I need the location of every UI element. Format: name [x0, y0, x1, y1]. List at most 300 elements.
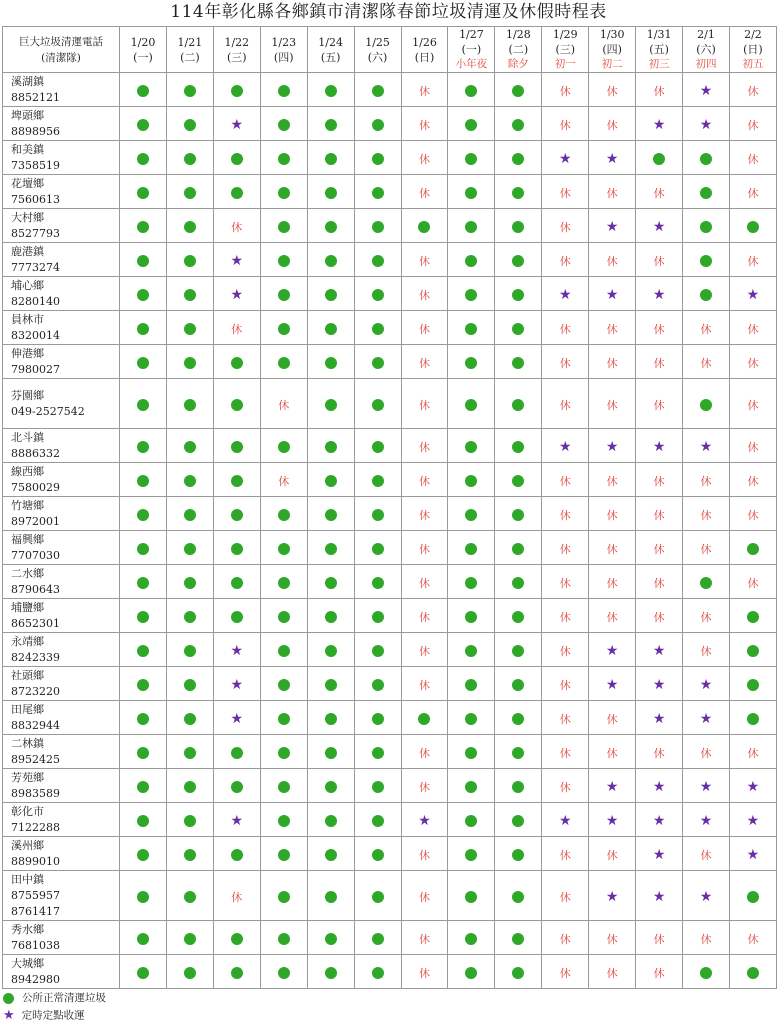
status-cell-collect [260, 955, 307, 989]
green-dot-icon [184, 221, 196, 233]
status-cell-collect [120, 667, 167, 701]
phone-number: 8527793 [11, 226, 60, 240]
rest-label: 休 [653, 85, 665, 98]
status-cell-rest [401, 497, 448, 531]
header-row [3, 27, 777, 73]
rest-label: 休 [747, 475, 759, 488]
status-cell-rest [401, 667, 448, 701]
green-dot-icon [512, 119, 524, 131]
rest-label: 休 [747, 357, 759, 370]
green-dot-icon [372, 153, 384, 165]
status-cell-scheduled [636, 667, 683, 701]
green-dot-icon [747, 611, 759, 623]
status-cell-collect [120, 921, 167, 955]
status-cell-collect [260, 633, 307, 667]
status-cell-collect [120, 769, 167, 803]
rest-label: 休 [559, 399, 571, 412]
green-dot-icon [231, 611, 243, 623]
green-dot-icon [465, 577, 477, 589]
rest-label: 休 [559, 967, 571, 980]
green-dot-icon [184, 747, 196, 759]
status-cell-collect [166, 379, 213, 429]
green-dot-icon [137, 85, 149, 97]
status-cell-collect [307, 311, 354, 345]
holiday-note: 小年夜 [455, 58, 488, 70]
township-name: 和美鎮 [11, 142, 44, 156]
date-header [401, 27, 448, 73]
rest-label: 休 [606, 611, 618, 624]
green-dot-icon [184, 933, 196, 945]
status-cell-collect [260, 107, 307, 141]
status-cell-scheduled [683, 429, 730, 463]
status-cell-collect [495, 803, 542, 837]
purple-star-icon: ★ [418, 813, 431, 829]
green-dot-icon [512, 967, 524, 979]
rest-label: 休 [606, 119, 618, 132]
purple-star-icon: ★ [652, 889, 666, 905]
status-cell-collect [307, 463, 354, 497]
status-cell-collect [448, 107, 495, 141]
status-cell-collect [448, 141, 495, 175]
status-cell-rest [636, 463, 683, 497]
township-name: 田尾鄉 [11, 702, 44, 716]
weekday-label: (二) [508, 43, 529, 56]
rest-label: 休 [418, 289, 430, 302]
phone-number: 8832944 [11, 718, 60, 732]
purple-star-icon: ★ [605, 219, 619, 235]
status-cell-collect [307, 209, 354, 243]
table-row [3, 667, 777, 701]
status-cell-collect [213, 73, 260, 107]
status-cell-collect [307, 803, 354, 837]
status-cell-rest [636, 379, 683, 429]
green-dot-icon [325, 85, 337, 97]
green-dot-icon [512, 713, 524, 725]
green-dot-icon [465, 153, 477, 165]
green-dot-icon [512, 221, 524, 233]
purple-star-icon: ★ [652, 117, 666, 133]
purple-star-icon: ★ [699, 83, 713, 99]
purple-star-icon: ★ [746, 287, 760, 303]
green-dot-icon [184, 849, 196, 861]
status-cell-collect [120, 599, 167, 633]
township-name: 福興鄉 [11, 532, 44, 546]
status-cell-collect [495, 107, 542, 141]
table-row [3, 565, 777, 599]
date-label: 1/25 [365, 35, 390, 49]
status-cell-rest [401, 769, 448, 803]
green-dot-icon [465, 399, 477, 411]
rest-label: 休 [418, 611, 430, 624]
status-cell-collect [495, 243, 542, 277]
status-cell-collect [495, 599, 542, 633]
status-cell-collect [307, 175, 354, 209]
status-cell-collect [354, 107, 401, 141]
phone-number: 8972001 [11, 514, 60, 528]
purple-star-icon: ★ [652, 287, 666, 303]
rest-label: 休 [606, 577, 618, 590]
table-row [3, 837, 777, 871]
date-header [307, 27, 354, 73]
status-cell-rest [683, 599, 730, 633]
green-dot-icon [184, 577, 196, 589]
green-dot-icon [184, 441, 196, 453]
purple-star-icon: ★ [699, 439, 713, 455]
status-cell-collect [307, 701, 354, 735]
status-cell-rest [729, 379, 776, 429]
legend-item-scheduled [2, 1007, 602, 1024]
rest-label: 休 [747, 933, 759, 946]
green-dot-icon [747, 713, 759, 725]
rest-label: 休 [653, 933, 665, 946]
status-cell-collect [307, 531, 354, 565]
status-cell-collect [448, 633, 495, 667]
green-dot-icon [184, 815, 196, 827]
status-cell-collect [166, 667, 213, 701]
green-dot-icon [325, 815, 337, 827]
weekday-label: (一) [461, 43, 482, 56]
township-cell [3, 429, 120, 463]
status-cell-collect [354, 803, 401, 837]
status-cell-rest [542, 497, 589, 531]
status-cell-collect [448, 497, 495, 531]
township-cell [3, 701, 120, 735]
purple-star-icon: ★ [230, 677, 244, 693]
status-cell-rest [729, 345, 776, 379]
status-cell-collect [166, 955, 213, 989]
purple-star-icon: ★ [605, 677, 619, 693]
green-dot-icon [137, 255, 149, 267]
status-cell-rest [636, 175, 683, 209]
status-cell-collect [354, 345, 401, 379]
green-dot-icon [747, 543, 759, 555]
rest-label: 休 [700, 933, 712, 946]
green-dot-icon [137, 441, 149, 453]
status-cell-collect [354, 463, 401, 497]
date-label: 1/30 [599, 28, 625, 41]
table-row [3, 803, 777, 837]
date-header [542, 27, 589, 73]
table-row [3, 735, 777, 769]
purple-star-icon: ★ [230, 711, 244, 727]
status-cell-collect [166, 73, 213, 107]
status-cell-scheduled [213, 701, 260, 735]
date-header [683, 27, 730, 73]
status-cell-rest [542, 345, 589, 379]
green-dot-icon [372, 645, 384, 657]
township-cell [3, 599, 120, 633]
status-cell-collect [683, 277, 730, 311]
rest-label: 休 [700, 323, 712, 336]
status-cell-rest [683, 497, 730, 531]
township-cell [3, 531, 120, 565]
status-cell-collect [120, 141, 167, 175]
township-cell [3, 667, 120, 701]
status-cell-collect [307, 633, 354, 667]
green-dot-icon [231, 441, 243, 453]
date-label: 1/28 [505, 28, 531, 41]
green-dot-icon [372, 441, 384, 453]
township-cell [3, 243, 120, 277]
status-cell-rest [683, 921, 730, 955]
status-cell-collect [260, 565, 307, 599]
status-cell-scheduled [729, 277, 776, 311]
phone-number: 8761417 [11, 904, 60, 918]
rest-label: 休 [700, 611, 712, 624]
status-cell-collect [448, 175, 495, 209]
status-cell-collect [354, 633, 401, 667]
status-cell-collect [213, 735, 260, 769]
green-dot-icon [184, 611, 196, 623]
status-cell-collect [354, 497, 401, 531]
status-cell-collect [260, 141, 307, 175]
date-label: 1/27 [459, 28, 484, 41]
green-dot-icon [747, 221, 759, 233]
status-cell-rest [401, 633, 448, 667]
green-dot-icon [372, 781, 384, 793]
status-cell-rest [729, 73, 776, 107]
date-header [448, 27, 495, 73]
table-row [3, 175, 777, 209]
status-cell-collect [729, 667, 776, 701]
date-label: 1/31 [646, 28, 672, 41]
phone-number: 7580029 [11, 480, 60, 494]
township-name: 大村鄉 [11, 210, 44, 224]
table-row [3, 379, 777, 429]
rest-label: 休 [418, 781, 430, 794]
status-cell-collect [683, 141, 730, 175]
green-dot-icon [184, 891, 196, 903]
status-cell-collect [307, 107, 354, 141]
green-dot-icon [465, 187, 477, 199]
status-cell-collect [166, 769, 213, 803]
township-name: 員林市 [11, 312, 44, 326]
status-cell-rest [401, 955, 448, 989]
status-cell-collect [213, 345, 260, 379]
status-cell-rest [589, 107, 636, 141]
township-cell [3, 565, 120, 599]
status-cell-collect [354, 379, 401, 429]
status-cell-collect [354, 735, 401, 769]
green-dot-icon [325, 543, 337, 555]
rest-label: 休 [418, 187, 430, 200]
purple-star-icon: ★ [652, 219, 666, 235]
status-cell-collect [166, 599, 213, 633]
rest-label: 休 [653, 323, 665, 336]
status-cell-rest [589, 531, 636, 565]
green-dot-icon [512, 153, 524, 165]
rest-label: 休 [559, 357, 571, 370]
status-cell-collect [307, 871, 354, 921]
status-cell-rest [589, 701, 636, 735]
status-cell-collect [213, 837, 260, 871]
table-row [3, 955, 777, 989]
status-cell-collect [448, 345, 495, 379]
rest-label: 休 [747, 323, 759, 336]
status-cell-rest [542, 175, 589, 209]
status-cell-collect [166, 141, 213, 175]
green-dot-icon [372, 967, 384, 979]
status-cell-collect [448, 769, 495, 803]
status-cell-rest [260, 463, 307, 497]
rest-label: 休 [653, 187, 665, 200]
status-cell-rest [213, 871, 260, 921]
status-cell-collect [495, 175, 542, 209]
status-cell-scheduled [213, 667, 260, 701]
rest-label: 休 [559, 891, 571, 904]
status-cell-collect [120, 429, 167, 463]
green-dot-icon [184, 399, 196, 411]
green-dot-icon [465, 543, 477, 555]
status-cell-rest [589, 73, 636, 107]
purple-star-icon: ★ [230, 287, 244, 303]
status-cell-collect [166, 277, 213, 311]
status-cell-rest [542, 667, 589, 701]
green-dot-icon [465, 255, 477, 267]
status-cell-collect [354, 429, 401, 463]
green-dot-icon [231, 543, 243, 555]
purple-star-icon: ★ [558, 287, 572, 303]
status-cell-scheduled [636, 837, 683, 871]
phone-number: 8942980 [11, 972, 60, 986]
green-dot-icon [278, 255, 290, 267]
phone-number: 8790643 [11, 582, 60, 596]
status-cell-collect [495, 379, 542, 429]
status-cell-scheduled [213, 803, 260, 837]
green-dot-icon [231, 509, 243, 521]
green-dot-icon [512, 441, 524, 453]
green-dot-icon [700, 289, 712, 301]
status-cell-collect [307, 243, 354, 277]
status-cell-collect [120, 531, 167, 565]
green-dot-icon [512, 679, 524, 691]
status-cell-collect [448, 955, 495, 989]
status-cell-scheduled [589, 209, 636, 243]
green-dot-icon [184, 509, 196, 521]
status-cell-rest [589, 735, 636, 769]
township-name: 溪州鄉 [11, 838, 44, 852]
table-row [3, 531, 777, 565]
status-cell-collect [307, 565, 354, 599]
green-dot-icon [325, 255, 337, 267]
date-label: 2/2 [744, 28, 762, 41]
green-dot-icon [372, 119, 384, 131]
green-dot-icon [184, 323, 196, 335]
green-dot-icon [653, 153, 665, 165]
green-dot-icon [278, 441, 290, 453]
green-dot-icon [137, 849, 149, 861]
green-dot-icon [184, 153, 196, 165]
rest-label: 休 [559, 475, 571, 488]
green-dot-icon [278, 781, 290, 793]
status-cell-collect [448, 667, 495, 701]
status-cell-rest [729, 497, 776, 531]
status-cell-rest [683, 633, 730, 667]
green-dot-icon [137, 679, 149, 691]
status-cell-collect [166, 175, 213, 209]
green-dot-icon [512, 357, 524, 369]
holiday-note: 初三 [648, 58, 670, 70]
rest-label: 休 [606, 967, 618, 980]
corner-header-line-1: 巨大垃圾清運電話 [19, 35, 103, 48]
status-cell-rest [729, 175, 776, 209]
green-dot-icon [325, 679, 337, 691]
status-cell-rest [542, 837, 589, 871]
status-cell-rest [683, 531, 730, 565]
table-row [3, 463, 777, 497]
status-cell-collect [495, 311, 542, 345]
green-dot-icon [184, 713, 196, 725]
weekday-label: (三) [555, 43, 576, 56]
phone-number: 049-2527542 [11, 404, 85, 418]
status-cell-collect [495, 531, 542, 565]
phone-number: 8755957 [11, 888, 60, 902]
status-cell-collect [260, 735, 307, 769]
rest-label: 休 [418, 577, 430, 590]
status-cell-collect [307, 599, 354, 633]
rest-label: 休 [606, 399, 618, 412]
purple-star-icon: ★ [230, 643, 244, 659]
green-dot-icon [747, 891, 759, 903]
township-name: 芳苑鄉 [11, 770, 44, 784]
green-dot-icon [137, 815, 149, 827]
status-cell-collect [354, 175, 401, 209]
purple-star-icon: ★ [652, 847, 666, 863]
green-dot-icon [278, 933, 290, 945]
green-dot-icon [418, 713, 430, 725]
status-cell-scheduled [213, 107, 260, 141]
green-dot-icon [465, 221, 477, 233]
green-dot-icon [325, 967, 337, 979]
phone-number: 8723220 [11, 684, 60, 698]
status-cell-collect [120, 209, 167, 243]
legend-item-collect [2, 990, 602, 1007]
status-cell-rest [729, 141, 776, 175]
green-dot-icon [512, 747, 524, 759]
green-dot-icon [278, 85, 290, 97]
green-dot-icon [512, 543, 524, 555]
status-cell-rest [401, 73, 448, 107]
rest-label: 休 [559, 781, 571, 794]
green-dot-icon [184, 967, 196, 979]
status-cell-rest [683, 837, 730, 871]
date-label: 1/29 [552, 28, 578, 41]
green-dot-icon [372, 289, 384, 301]
status-cell-collect [354, 955, 401, 989]
purple-star-icon: ★ [652, 439, 666, 455]
status-cell-collect [683, 379, 730, 429]
status-cell-collect [120, 497, 167, 531]
status-cell-collect [260, 701, 307, 735]
legend [2, 990, 602, 1024]
green-dot-icon [512, 891, 524, 903]
green-dot-icon [465, 289, 477, 301]
phone-number: 7707030 [11, 548, 60, 562]
township-name: 北斗鎮 [11, 430, 44, 444]
phone-number: 8652301 [11, 616, 60, 630]
status-cell-collect [354, 871, 401, 921]
status-cell-rest [729, 463, 776, 497]
status-cell-scheduled [729, 803, 776, 837]
status-cell-scheduled [636, 107, 683, 141]
township-cell [3, 277, 120, 311]
status-cell-collect [120, 735, 167, 769]
green-dot-icon [512, 849, 524, 861]
rest-label: 休 [559, 611, 571, 624]
status-cell-collect [729, 599, 776, 633]
status-cell-collect [448, 701, 495, 735]
status-cell-rest [683, 463, 730, 497]
